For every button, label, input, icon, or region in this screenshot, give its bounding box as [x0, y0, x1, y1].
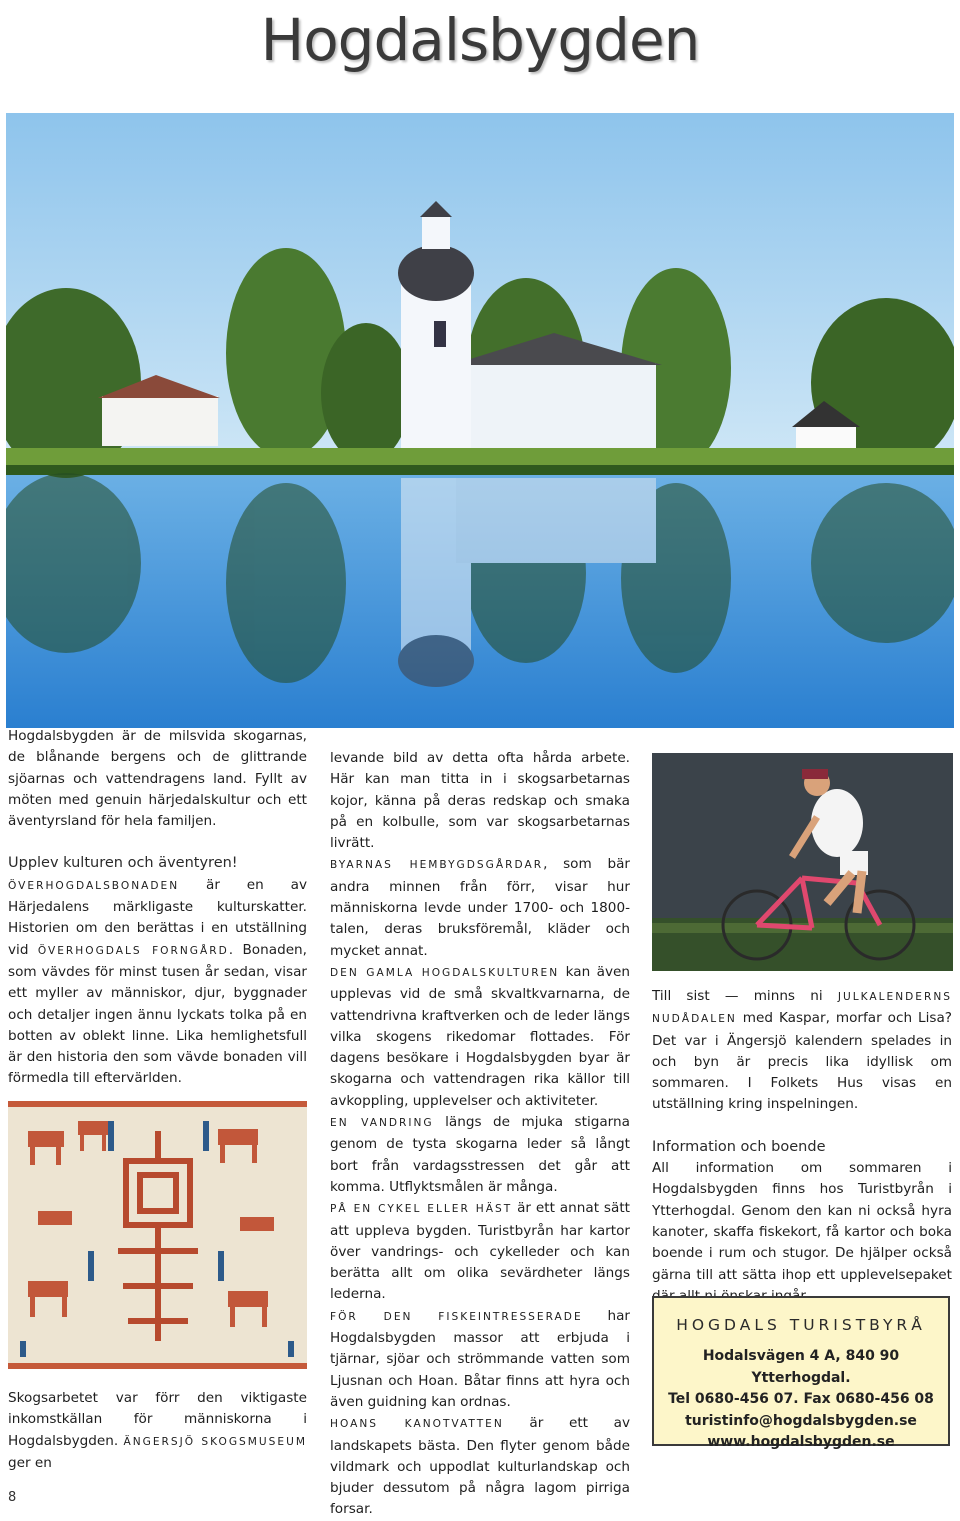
paragraph-fiske: FÖR DEN FISKEINTRESSERADE har Hogdalsbygden massor att erbjuda i tjärnar, sjöar och strömmande vatten som Ljusnan och Hoan. Båtar finns att hyra och även guidning kan ordnas. [330, 1307, 630, 1410]
box-heading: HOGDALS TURISTBYRÅ [676, 1316, 926, 1334]
paragraph-bonaden: ÖVERHOGDALSBONADEN är en av Härjedalens märkligaste kulturskatter. Historien om den berättas i en utställning vid ÖVERHOGDALS FORNGÅRD. Bonaden, som vävdes för minst tusen år sedan, visar ett myller av människor, djur, byggnader och detaljer ingen ännu lyckats tolka på en botten av oblekt linne. Lika hemlighetsfull är den historia den som vävde bonaden vill förmedla till eftervärlden. [8, 876, 307, 1087]
page-number: 8 [8, 1490, 17, 1505]
box-address: Hodalsvägen 4 A, 840 90 Ytterhogdal. [702, 1348, 900, 1386]
column-left-bottom [8, 1388, 307, 1474]
intro-paragraph: Hogdalsbygden är de milsvida skogarnas, de blånande bergens och de glittrande sjöarnas och vattendragens land. Fyllt av möten med genuin härjedalskultur och ett äventyrsland för hela familjen. [8, 728, 307, 830]
paragraph-hogdalskulturen: DEN GAMLA HOGDALSKULTUREN kan även upplevas vid de små skvaltkvarnarna, de vattendrivna kraftverken och de leder längs vilka skogens rikedomar flottades. För dagens besökare i Hogdalsbygden byar är skogarna och vattendragen rika källor till avkoppling, upplevelser och aktiviteter. [330, 963, 630, 1109]
box-website[interactable]: www.hogdalsbygden.se [707, 1434, 895, 1450]
tapestry-image [8, 1101, 307, 1369]
paragraph-museum: levande bild av detta ofta hårda arbete. Här kan man titta in i skogsarbetarnas kojor, känna på deras redskap och smaka på en kolbulle, som var skogsarbetarnas livrätt. [330, 750, 630, 852]
page-title: Hogdalsbygden [260, 6, 700, 74]
column-left [8, 722, 307, 1090]
box-email[interactable]: turistinfo@hogdalsbygden.se [685, 1412, 917, 1429]
cyclist-photo [652, 753, 953, 971]
paragraph-vandring: EN VANDRING längs de mjuka stigarna genom de tysta skogarna leder så långt bort från vardagsstressen det går att komma. Utflyktsmålen är många. [330, 1114, 630, 1195]
tourist-office-box [652, 1296, 950, 1450]
box-phone: Tel 0680-456 07. Fax 0680-456 08 [668, 1391, 934, 1407]
paragraph-skogsarbetet: Skogsarbetet var förr den viktigaste inkomstkällan för människorna i Hogdalsbygden. ÄNGERSJÖ SKOGSMUSEUM ger en [8, 1390, 307, 1471]
section-heading: Upplev kulturen och äventyren! [8, 855, 238, 872]
paragraph-hembygdsgardar: BYARNAS HEMBYGDSGÅRDAR, som bär andra minnen från förr, visar hur människorna levde under 1700- och 1800-talen, deras bruksföremål, kläder och mycket annat. [330, 856, 631, 959]
section-heading-info: Information och boende [652, 1138, 826, 1155]
church-lake-photo [6, 113, 954, 728]
paragraph-cykel: PÅ EN CYKEL ELLER HÄST är ett annat sätt att uppleva bygden. Turistbyrån har kartor över vandrings- och cykelleder och kan berätta allt om olika sevärdheter längs lederna. [330, 1200, 630, 1303]
paragraph-julkalendern: Till sist — minns ni JULKALENDERNS NUDÅDALEN med Kaspar, morfar och Lisa? Det var i Ängersjö kalendern spelades in och byn är precis lika idyllisk om sommaren. I Folkets Hus visas en utställning kring inspelningen. [652, 988, 952, 1113]
column-right [652, 986, 952, 1307]
paragraph-kanot: HOANS KANOTVATTEN är ett av landskapets bästa. Den flyter genom både vildmark och uppodlat kulturlandskap och bjuder dessutom på några lagom pirriga forsar. [330, 1415, 630, 1518]
paragraph-information: All information om sommaren i Hogdalsbygden finns hos Turistbyrån i Ytterhogdal. Genom den kan ni också hyra kanoter, skaffa fiskekort, få kartor och boka boende i rum och stugor. De hjälper också gärna till att sätta ihop ett upplevelsepaket [652, 1160, 952, 1283]
column-middle [330, 722, 630, 1521]
